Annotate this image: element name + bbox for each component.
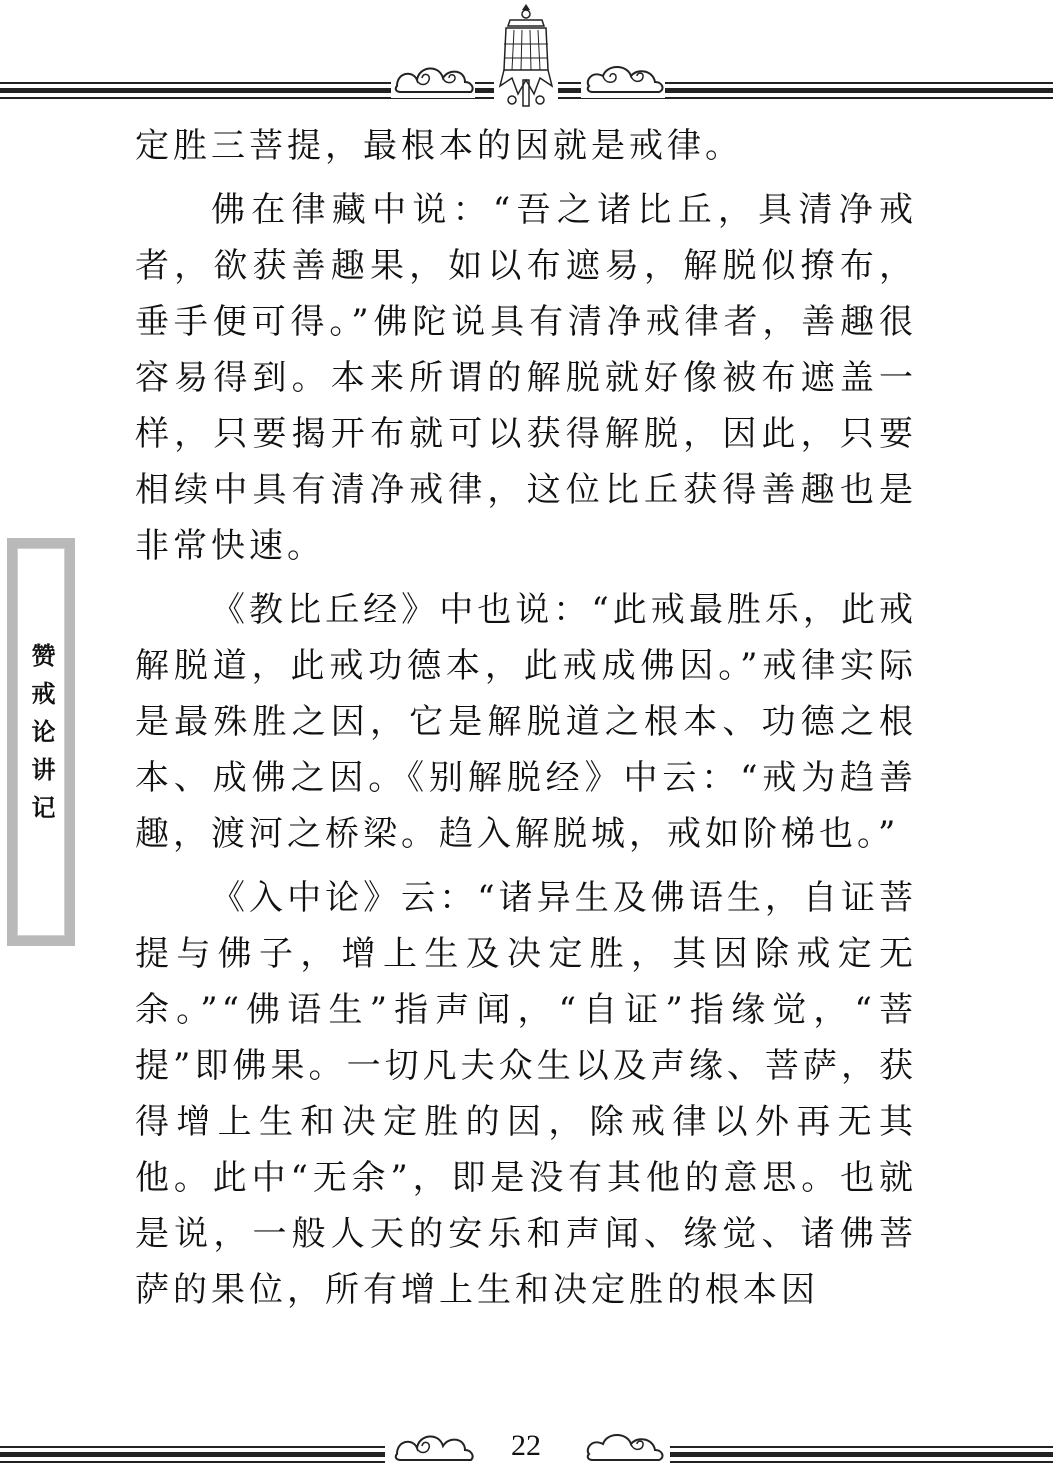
auspicious-cloud-icon <box>581 58 665 98</box>
book-title: 赞戒论讲记 <box>27 643 56 833</box>
header-ornament <box>0 0 1053 115</box>
auspicious-cloud-icon <box>391 58 475 98</box>
paragraph: 《教比丘经》中也说：“此戒最胜乐，此戒解脱道，此戒功德本，此戒成佛因。”戒律实际是最殊胜之因，它是解脱道之根本、功德之根本、成佛之因。《别解脱经》中云：“戒为趋善趣，渡河之桥梁。趋入解脱城，戒如阶梯也。” <box>135 590 917 854</box>
page-number: 22 <box>511 1429 541 1462</box>
header-decoration <box>0 0 1053 115</box>
side-tab-panel <box>17 548 65 936</box>
paragraph: 定胜三菩提，最根本的因就是戒律。 <box>135 126 743 166</box>
side-tab <box>7 538 75 946</box>
page-body <box>135 118 917 1326</box>
victory-banner-icon <box>494 0 558 112</box>
paragraph: 佛在律藏中说：“吾之诸比丘，具清净戒者，欲获善趣果，如以布遮易，解脱似撩布，垂手便可得。”佛陀说具有清净戒律者，善趣很容易得到。本来所谓的解脱就好像被布遮盖一样，只要揭开布就可以获得解脱，因此，只要相续中具有清净戒律，这位比丘获得善趣也是非常快速。 <box>135 190 917 566</box>
paragraph: 《入中论》云：“诸异生及佛语生，自证菩提与佛子，增上生及决定胜，其因除戒定无余。”“佛语生”指声闻，“自证”指缘觉，“菩提”即佛果。一切凡夫众生以及声缘、菩萨，获得增上生和决定胜的因，除戒律以外再无其他。此中“无余”，即是没有其他的意思。也就是说，一般人天的安乐和声闻、缘觉、诸佛菩萨的果位，所有增上生和决定胜的根本因 <box>135 878 917 1310</box>
